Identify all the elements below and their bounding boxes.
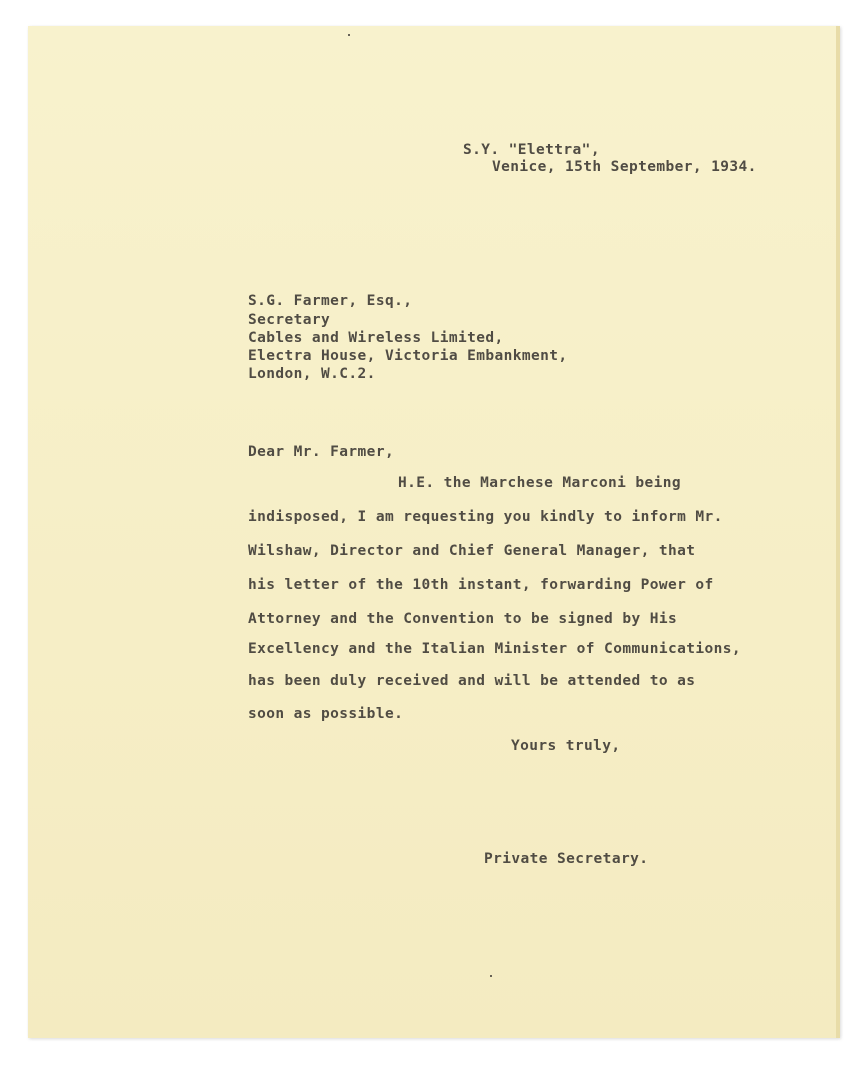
body-line-8: soon as possible. [248, 706, 404, 722]
heading-place-date: Venice, 15th September, 1934. [492, 159, 757, 175]
recipient-name: S.G. Farmer, Esq., [248, 293, 413, 309]
body-line-3: Wilshaw, Director and Chief General Manager, that [248, 543, 696, 559]
recipient-company: Cables and Wireless Limited, [248, 330, 504, 346]
closing: Yours truly, [511, 738, 621, 754]
body-line-7: has been duly received and will be attended to as [248, 673, 696, 689]
salutation: Dear Mr. Farmer, [248, 444, 395, 460]
recipient-address: Electra House, Victoria Embankment, [248, 348, 568, 364]
heading-vessel: S.Y. "Elettra", [463, 142, 600, 158]
body-line-4: his letter of the 10th instant, forwarding Power of [248, 577, 714, 593]
recipient-city: London, W.C.2. [248, 366, 376, 382]
body-line-6: Excellency and the Italian Minister of Communications, [248, 641, 742, 657]
signature-title: Private Secretary. [484, 851, 649, 867]
paper-speck [348, 34, 350, 36]
body-line-1: H.E. the Marchese Marconi being [398, 475, 682, 491]
body-line-2: indisposed, I am requesting you kindly to inform Mr. [248, 509, 723, 525]
body-line-5: Attorney and the Convention to be signed by His [248, 611, 678, 627]
recipient-title: Secretary [248, 312, 331, 328]
page-edge [836, 26, 840, 1038]
letter-page [28, 26, 840, 1038]
paper-speck [490, 975, 492, 977]
